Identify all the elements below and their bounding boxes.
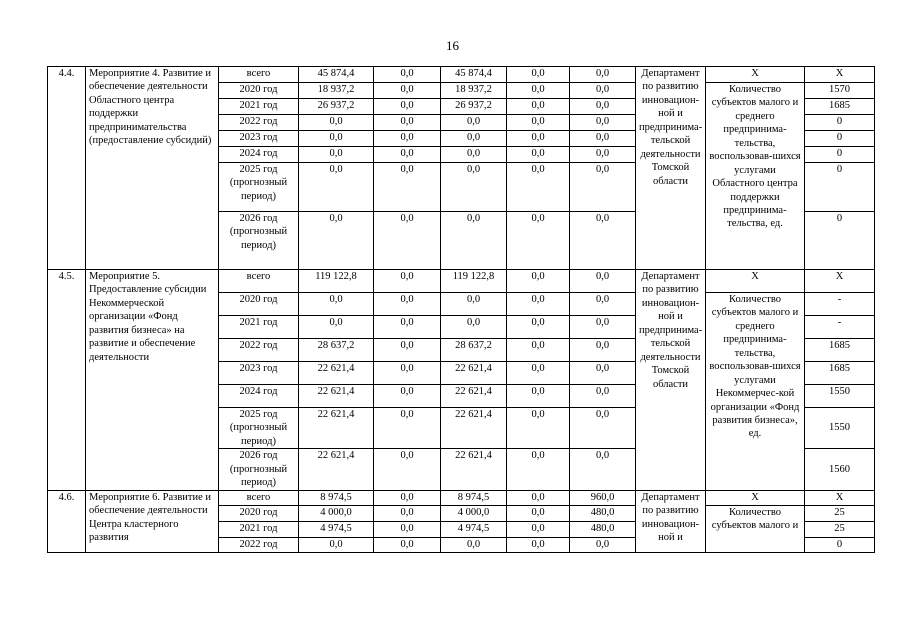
cell-value: 0,0 <box>374 449 441 490</box>
cell-total: 0,0 <box>299 115 374 131</box>
cell-value: 0,0 <box>507 163 570 212</box>
cell-value: 0,0 <box>441 115 507 131</box>
target-value: 1685 <box>805 362 875 385</box>
cell-value: 0,0 <box>441 131 507 147</box>
cell-value: 0,0 <box>374 537 441 552</box>
cell-value: 45 874,4 <box>441 67 507 83</box>
target-value: 0 <box>805 163 875 212</box>
target-value: Х <box>805 270 875 293</box>
page-number: 16 <box>446 38 459 53</box>
year-label: 2022 год <box>219 537 299 552</box>
cell-value: 0,0 <box>374 408 441 449</box>
cell-value: 0,0 <box>570 537 636 552</box>
cell-total: 0,0 <box>299 316 374 339</box>
indicator-label: Количество субъектов малого и среднего предпринима-тельства, воспользовав-шихся услугами Некоммерчес-кой организации «Фонд развития бизнеса», ед. <box>706 293 805 491</box>
cell-total: 28 637,2 <box>299 339 374 362</box>
target-value: 1550 <box>805 385 875 408</box>
cell-total: 0,0 <box>299 537 374 552</box>
cell-total: 0,0 <box>299 212 374 270</box>
measure-title: Мероприятие 6. Развитие и обеспечение деятельности Центра кластерного развития <box>86 490 219 552</box>
cell-total: 22 621,4 <box>299 362 374 385</box>
cell-total: 0,0 <box>299 147 374 163</box>
year-label: 2021 год <box>219 316 299 339</box>
indicator-label: Количество субъектов малого и <box>706 505 805 552</box>
cell-value: 0,0 <box>441 212 507 270</box>
cell-value: 0,0 <box>507 212 570 270</box>
cell-value: 0,0 <box>570 163 636 212</box>
cell-value: 0,0 <box>570 147 636 163</box>
table-row <box>48 270 875 293</box>
cell-value: 0,0 <box>374 270 441 293</box>
year-label: 2023 год <box>219 131 299 147</box>
cell-total: 0,0 <box>299 293 374 316</box>
cell-value: 0,0 <box>507 521 570 537</box>
cell-value: 0,0 <box>374 147 441 163</box>
year-label: 2021 год <box>219 521 299 537</box>
cell-value: 0,0 <box>507 362 570 385</box>
year-label: 2024 год <box>219 147 299 163</box>
cell-value: 0,0 <box>570 385 636 408</box>
cell-value: 0,0 <box>374 339 441 362</box>
row-index: 4.5. <box>48 270 86 491</box>
cell-value: 0,0 <box>441 147 507 163</box>
year-label: 2026 год (прогнозный период) <box>219 212 299 270</box>
cell-value: 0,0 <box>570 449 636 490</box>
target-value: 25 <box>805 505 875 521</box>
cell-value: 0,0 <box>507 99 570 115</box>
cell-value: 26 937,2 <box>441 99 507 115</box>
cell-value: 0,0 <box>570 316 636 339</box>
cell-value: 18 937,2 <box>441 83 507 99</box>
cell-value: 28 637,2 <box>441 339 507 362</box>
cell-value: 0,0 <box>507 293 570 316</box>
year-label: 2020 год <box>219 293 299 316</box>
cell-value: 0,0 <box>374 521 441 537</box>
target-value: 0 <box>805 212 875 270</box>
year-label: 2020 год <box>219 83 299 99</box>
year-label: 2024 год <box>219 385 299 408</box>
year-label: 2025 год (прогнозный период) <box>219 408 299 449</box>
target-value: 1685 <box>805 339 875 362</box>
cell-value: 0,0 <box>570 99 636 115</box>
cell-value: 0,0 <box>374 212 441 270</box>
cell-value: 0,0 <box>507 131 570 147</box>
cell-value: 0,0 <box>374 67 441 83</box>
cell-total: 8 974,5 <box>299 490 374 505</box>
cell-value: 22 621,4 <box>441 362 507 385</box>
cell-value: 0,0 <box>441 163 507 212</box>
year-label: 2023 год <box>219 362 299 385</box>
cell-value: 4 974,5 <box>441 521 507 537</box>
cell-value: 0,0 <box>570 131 636 147</box>
cell-value: 0,0 <box>374 316 441 339</box>
cell-value: 480,0 <box>570 521 636 537</box>
responsible-department: Департамент по развитию инновацион-ной и предпринима-тельской деятельности Томской области <box>636 270 706 491</box>
table-row <box>48 490 875 505</box>
measure-title: Мероприятие 5. Предоставление субсидии Некоммерческой организации «Фонд развития бизнеса» на развитие и обеспечение деятельности <box>86 270 219 491</box>
cell-value: 0,0 <box>441 316 507 339</box>
cell-value: 960,0 <box>570 490 636 505</box>
row-index: 4.6. <box>48 490 86 552</box>
year-label: 2022 год <box>219 339 299 362</box>
cell-value: 0,0 <box>570 270 636 293</box>
target-value: - <box>805 316 875 339</box>
cell-total: 4 974,5 <box>299 521 374 537</box>
cell-value: 0,0 <box>374 99 441 115</box>
cell-value: 0,0 <box>507 537 570 552</box>
program-table <box>47 66 875 553</box>
target-value: 0 <box>805 131 875 147</box>
cell-value: 4 000,0 <box>441 505 507 521</box>
cell-total: 26 937,2 <box>299 99 374 115</box>
indicator-x: Х <box>706 67 805 83</box>
year-label: всего <box>219 270 299 293</box>
cell-value: 0,0 <box>374 83 441 99</box>
indicator-x: Х <box>706 270 805 293</box>
cell-value: 0,0 <box>507 490 570 505</box>
year-label: 2022 год <box>219 115 299 131</box>
cell-value: 0,0 <box>570 212 636 270</box>
target-value: 0 <box>805 115 875 131</box>
cell-value: 0,0 <box>570 293 636 316</box>
cell-value: 22 621,4 <box>441 408 507 449</box>
year-label: всего <box>219 490 299 505</box>
cell-value: 0,0 <box>507 147 570 163</box>
year-label: 2025 год (прогнозный период) <box>219 163 299 212</box>
measure-title: Мероприятие 4. Развитие и обеспечение деятельности Областного центра поддержки предпринимательства (предоставление субсидий) <box>86 67 219 270</box>
responsible-department: Департамент по развитию инновацион-ной и <box>636 490 706 552</box>
cell-value: 8 974,5 <box>441 490 507 505</box>
cell-value: 0,0 <box>570 339 636 362</box>
cell-value: 0,0 <box>570 67 636 83</box>
cell-value: 480,0 <box>570 505 636 521</box>
cell-value: 0,0 <box>570 408 636 449</box>
cell-total: 22 621,4 <box>299 385 374 408</box>
cell-value: 0,0 <box>374 490 441 505</box>
cell-value: 0,0 <box>507 270 570 293</box>
target-value: 0 <box>805 147 875 163</box>
year-label: 2026 год (прогнозный период) <box>219 449 299 490</box>
target-value: Х <box>805 490 875 505</box>
cell-value: 0,0 <box>570 115 636 131</box>
cell-value: 0,0 <box>507 316 570 339</box>
cell-total: 22 621,4 <box>299 449 374 490</box>
cell-total: 0,0 <box>299 163 374 212</box>
cell-value: 0,0 <box>441 537 507 552</box>
cell-value: 0,0 <box>507 115 570 131</box>
cell-value: 0,0 <box>374 505 441 521</box>
cell-value: 0,0 <box>507 385 570 408</box>
cell-value: 0,0 <box>507 67 570 83</box>
cell-value: 0,0 <box>374 362 441 385</box>
cell-value: 0,0 <box>507 83 570 99</box>
cell-total: 119 122,8 <box>299 270 374 293</box>
cell-total: 4 000,0 <box>299 505 374 521</box>
cell-value: 0,0 <box>374 131 441 147</box>
cell-value: 22 621,4 <box>441 449 507 490</box>
target-value: 1570 <box>805 83 875 99</box>
target-value: 25 <box>805 521 875 537</box>
cell-value: 0,0 <box>374 115 441 131</box>
cell-total: 18 937,2 <box>299 83 374 99</box>
cell-value: 0,0 <box>507 449 570 490</box>
row-index: 4.4. <box>48 67 86 270</box>
cell-value: 0,0 <box>374 293 441 316</box>
indicator-label: Количество субъектов малого и среднего предпринима-тельства, воспользовав-шихся услугами Областного центра поддержки предпринима-тельства, ед. <box>706 83 805 270</box>
cell-value: 0,0 <box>570 362 636 385</box>
cell-value: 0,0 <box>570 83 636 99</box>
cell-value: 0,0 <box>374 385 441 408</box>
year-label: всего <box>219 67 299 83</box>
cell-value: 119 122,8 <box>441 270 507 293</box>
target-value: 0 <box>805 537 875 552</box>
target-value: Х <box>805 67 875 83</box>
cell-total: 0,0 <box>299 131 374 147</box>
cell-value: 0,0 <box>507 339 570 362</box>
cell-total: 45 874,4 <box>299 67 374 83</box>
year-label: 2020 год <box>219 505 299 521</box>
cell-value: 0,0 <box>441 293 507 316</box>
cell-value: 22 621,4 <box>441 385 507 408</box>
table-row <box>48 67 875 83</box>
year-label: 2021 год <box>219 99 299 115</box>
responsible-department: Департамент по развитию инновацион-ной и предпринима-тельской деятельности Томской области <box>636 67 706 270</box>
cell-total: 22 621,4 <box>299 408 374 449</box>
cell-value: 0,0 <box>374 163 441 212</box>
target-value: - <box>805 293 875 316</box>
indicator-x: Х <box>706 490 805 505</box>
target-value: 1560 <box>805 449 875 490</box>
target-value: 1550 <box>805 408 875 449</box>
cell-value: 0,0 <box>507 408 570 449</box>
target-value: 1685 <box>805 99 875 115</box>
cell-value: 0,0 <box>507 505 570 521</box>
